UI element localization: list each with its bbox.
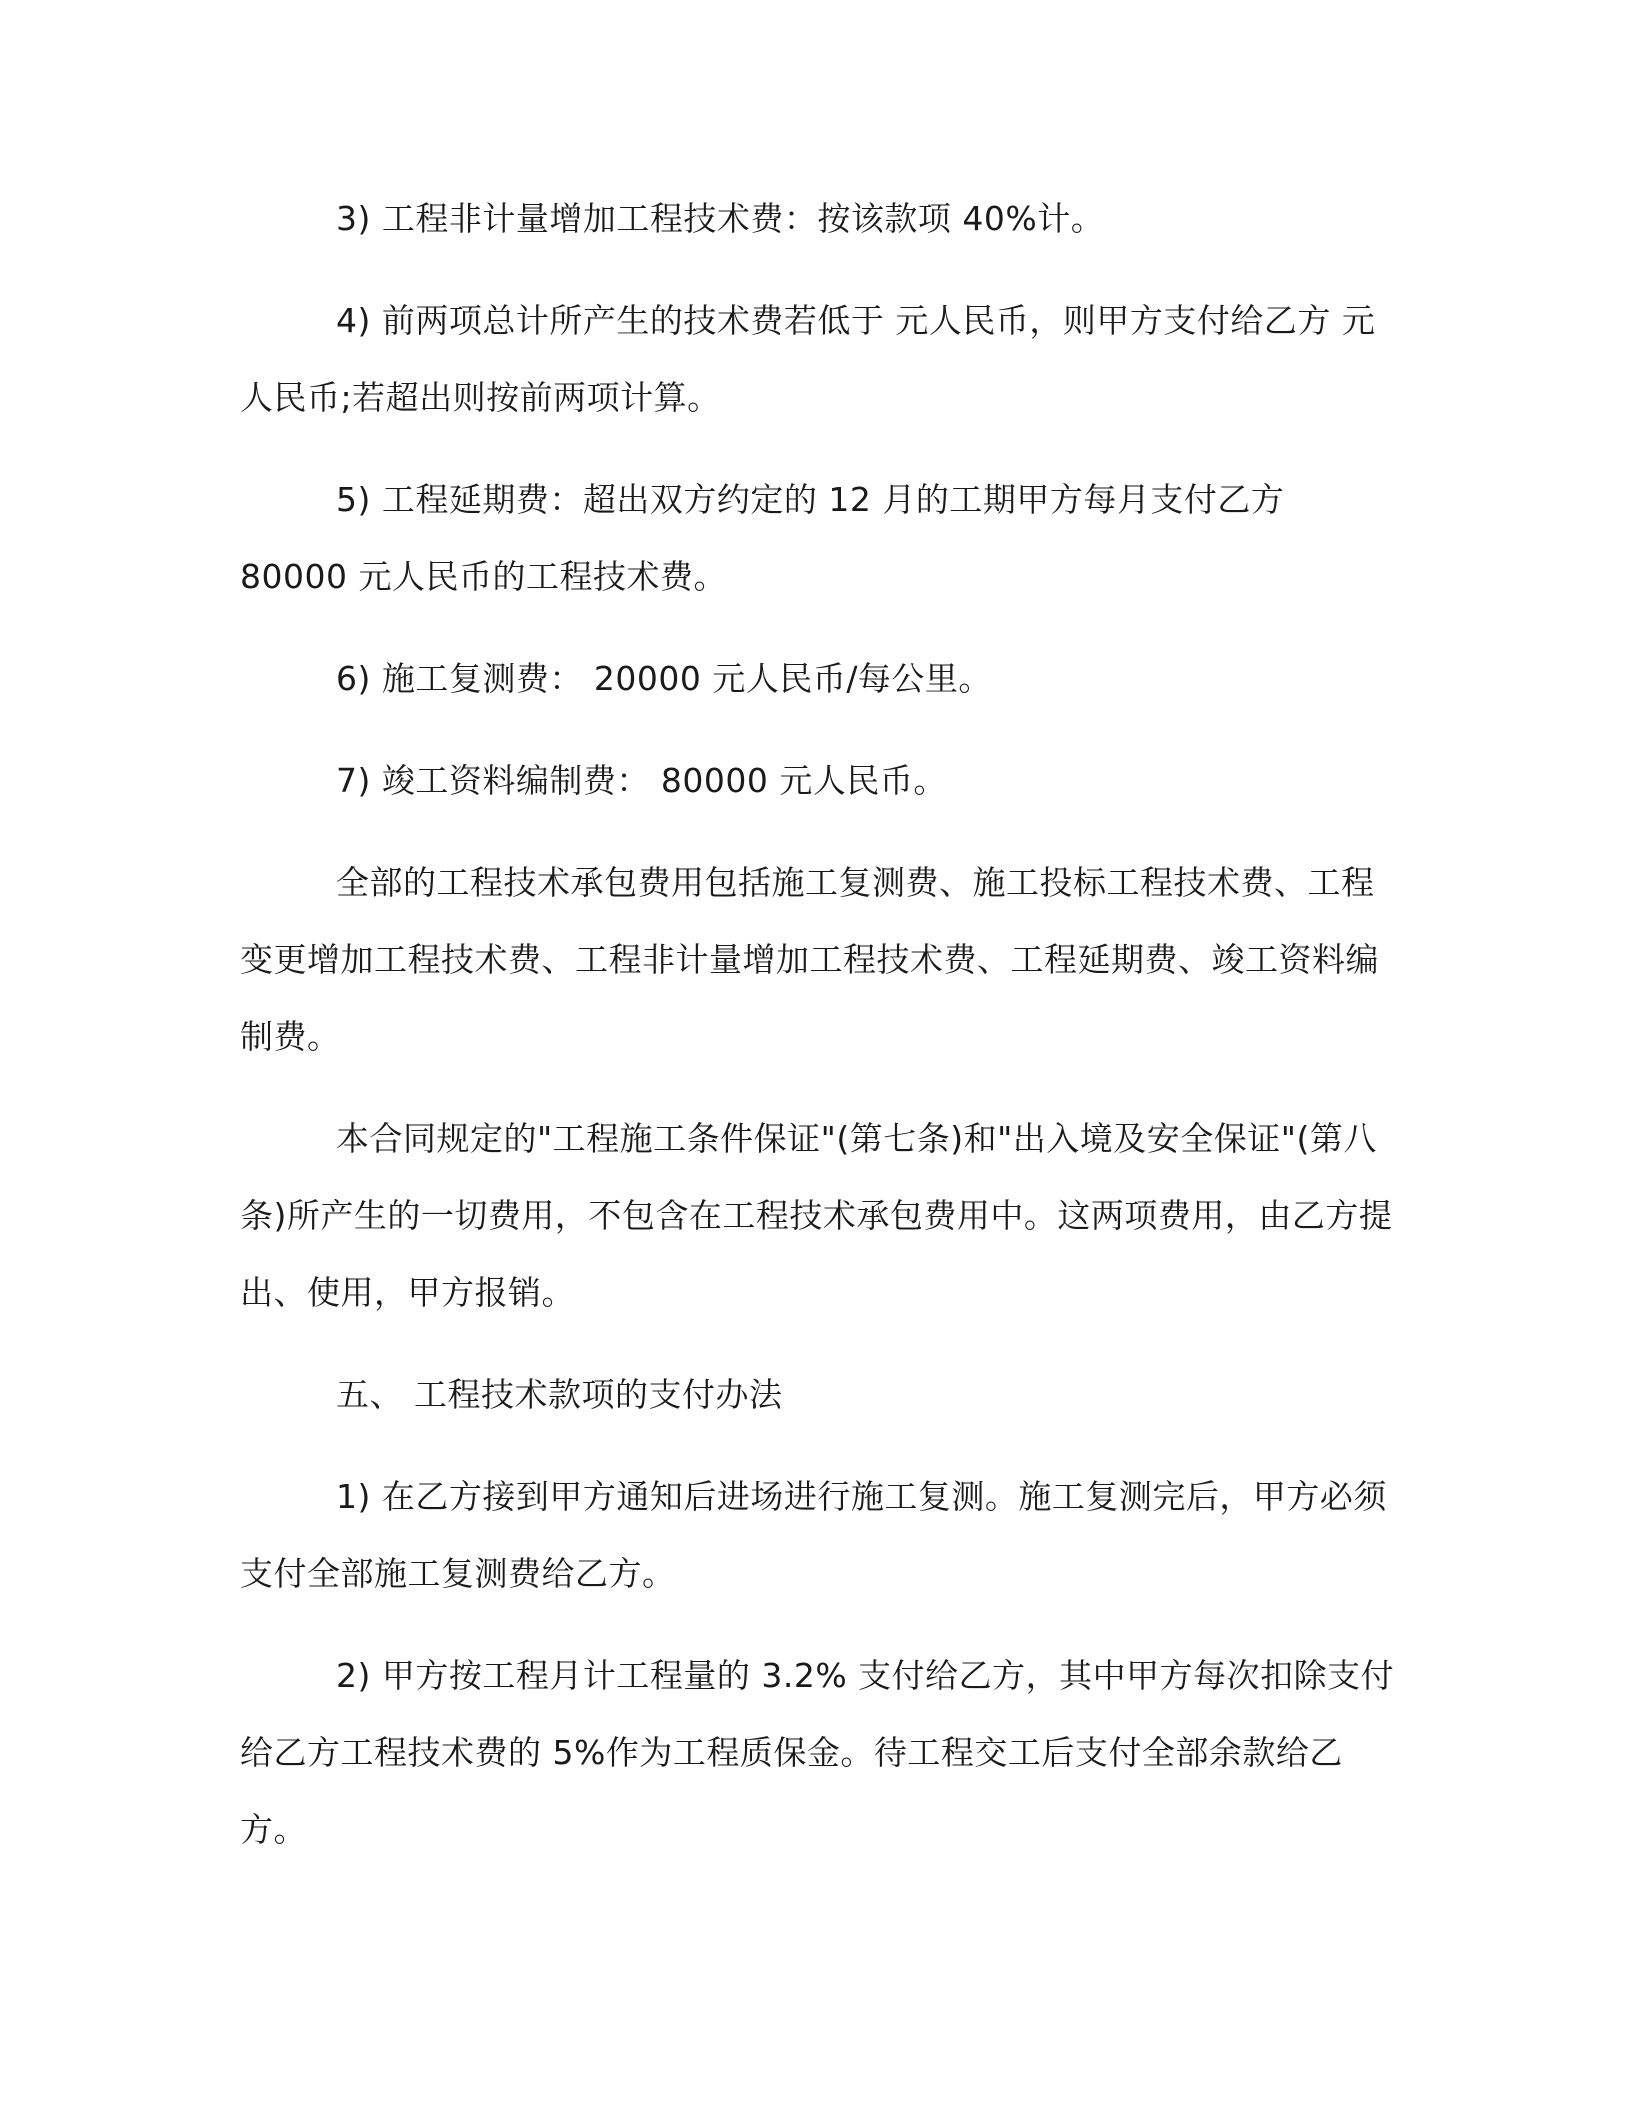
section-heading-payment: 五、 工程技术款项的支付办法 [336, 1375, 783, 1414]
clause-7: 7) 竣工资料编制费： 80000 元人民币。 [336, 761, 947, 800]
fee-scope-paragraph: 全部的工程技术承包费用包括施工复测费、施工投标工程技术费、工程变更增加工程技术费、工程非计量增加工程技术费、工程延期费、竣工资料编制费。 [240, 863, 1379, 1056]
payment-clause-1: 1) 在乙方接到甲方通知后进场进行施工复测。施工复测完后，甲方必须支付全部施工复测费给乙方。 [240, 1477, 1387, 1593]
clause-4: 4) 前两项总计所产生的技术费若低于 元人民币，则甲方支付给乙方 元人民币;若超出则按前两项计算。 [240, 301, 1376, 417]
clause-3: 3) 工程非计量增加工程技术费：按该款项 40%计。 [336, 199, 1105, 238]
clause-5: 5) 工程延期费：超出双方约定的 12 月的工期甲方每月支付乙方 80000 元人民币的工程技术费。 [240, 480, 1296, 596]
clause-6: 6) 施工复测费： 20000 元人民币/每公里。 [336, 659, 992, 698]
payment-clause-2: 2) 甲方按工程月计工程量的 3.2% 支付给乙方，其中甲方每次扣除支付给乙方工程技术费的 5%作为工程质保金。待工程交工后支付全部余款给乙方。 [240, 1656, 1395, 1849]
document-body [240, 180, 1400, 1893]
excluded-costs-paragraph: 本合同规定的"工程施工条件保证"(第七条)和"出入境及安全保证"(第八条)所产生的一切费用，不包含在工程技术承包费用中。这两项费用，由乙方提出、使用，甲方报销。 [240, 1119, 1393, 1312]
